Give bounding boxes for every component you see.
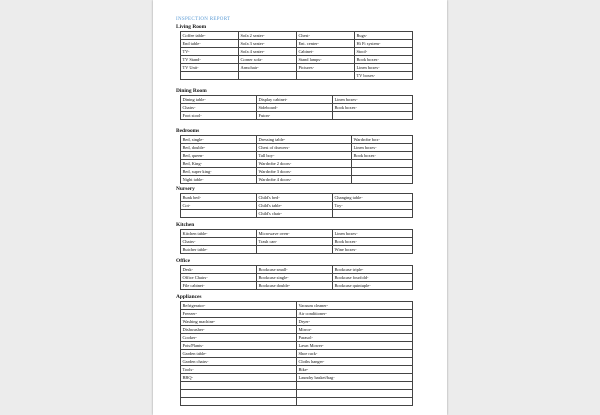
table-row [181, 318, 413, 326]
table-row [181, 282, 413, 290]
table-cell: TV boxes- [355, 72, 413, 80]
section-title: Dining Room [176, 88, 207, 94]
table-cell: TV- [181, 48, 239, 56]
table-cell: Bike- [297, 366, 413, 374]
table-cell [352, 176, 413, 184]
table-cell: Garden table- [181, 350, 297, 358]
section-office [176, 258, 426, 290]
table-cell: Tall boy- [257, 152, 352, 160]
table-row [181, 310, 413, 318]
table-cell: File cabinet- [181, 282, 257, 290]
table-cell: Hi Fi system- [355, 40, 413, 48]
table-cell [181, 398, 297, 406]
table-cell: Child's bed- [257, 194, 333, 202]
inventory-table [180, 135, 413, 184]
table-row [181, 152, 413, 160]
table-cell [297, 72, 355, 80]
table-cell: Bookcase triple- [333, 266, 413, 274]
section-nursery [176, 186, 426, 218]
table-row [181, 326, 413, 334]
table-cell: Office Chairs- [181, 274, 257, 282]
table-cell: Laundry basket/bag- [297, 374, 413, 382]
table-cell: Desk- [181, 266, 257, 274]
table-cell [239, 72, 297, 80]
table-cell: Bunk bed- [181, 194, 257, 202]
table-cell: Pictures- [297, 64, 355, 72]
table-cell [297, 390, 413, 398]
table-row [181, 176, 413, 184]
table-row [181, 210, 413, 218]
table-row [181, 390, 413, 398]
table-cell: Stool- [355, 48, 413, 56]
table-cell: Bed, single- [181, 136, 257, 144]
table-cell: Bed, double- [181, 144, 257, 152]
inventory-table [180, 229, 413, 254]
table-cell: Cooker- [181, 334, 297, 342]
table-cell: Dishwasher- [181, 326, 297, 334]
table-row [181, 266, 413, 274]
section-title: Living Room [176, 24, 207, 30]
table-cell: Ent. center- [297, 40, 355, 48]
table-cell: Futon- [257, 112, 333, 120]
table-cell [257, 246, 333, 254]
table-cell: Toy- [333, 202, 413, 210]
table-cell: Cot- [181, 202, 257, 210]
table-cell: End table- [181, 40, 239, 48]
table-row [181, 136, 413, 144]
table-row [181, 274, 413, 282]
table-cell: Dressing table- [257, 136, 352, 144]
table-cell: Parasol- [297, 334, 413, 342]
table-row [181, 342, 413, 350]
table-cell: Night table- [181, 176, 257, 184]
table-cell: Child's chair- [257, 210, 333, 218]
section-title: Appliances [176, 294, 202, 300]
table-cell [181, 210, 257, 218]
table-row [181, 56, 413, 64]
table-row [181, 358, 413, 366]
table-cell: Wardrobe 2 doors- [257, 160, 352, 168]
table-cell: Chairs- [181, 104, 257, 112]
section-kitchen [176, 222, 426, 254]
section-appliances [176, 294, 426, 406]
table-cell: Linen boxes- [333, 230, 413, 238]
table-cell: Freezer- [181, 310, 297, 318]
table-cell [333, 210, 413, 218]
table-cell: Bookcase double- [257, 282, 333, 290]
table-cell: Bed, queen- [181, 152, 257, 160]
section-bedrooms [176, 128, 426, 184]
table-cell: Dryer- [297, 318, 413, 326]
table-cell: Pots/Plants- [181, 342, 297, 350]
table-cell: Trash can- [257, 238, 333, 246]
table-row [181, 48, 413, 56]
table-cell: Wardrobe 3 doors- [257, 168, 352, 176]
section-title: Bedrooms [176, 128, 200, 134]
table-cell: Rugs- [355, 32, 413, 40]
table-row [181, 238, 413, 246]
table-cell [297, 398, 413, 406]
table-cell: Mirror- [297, 326, 413, 334]
table-cell: Foot stool- [181, 112, 257, 120]
table-row [181, 112, 413, 120]
table-cell: Book boxes- [333, 238, 413, 246]
table-cell [333, 112, 413, 120]
table-cell: Shoe rack- [297, 350, 413, 358]
table-row [181, 202, 413, 210]
table-cell: Washing machine- [181, 318, 297, 326]
table-row [181, 160, 413, 168]
table-row [181, 334, 413, 342]
table-row [181, 104, 413, 112]
table-cell: Cabinet- [297, 48, 355, 56]
section-dining-room [176, 88, 426, 120]
table-cell: Bookcase single- [257, 274, 333, 282]
table-row [181, 144, 413, 152]
table-cell: Child's table- [257, 202, 333, 210]
table-cell: Linen boxes- [355, 64, 413, 72]
table-cell: Chest of drawers- [257, 144, 352, 152]
section-title: Nursery [176, 186, 195, 192]
table-cell: TV Unit- [181, 64, 239, 72]
table-row [181, 374, 413, 382]
section-title: Kitchen [176, 222, 195, 228]
document-page [153, 0, 447, 415]
table-cell: Wardrobe box- [352, 136, 413, 144]
table-cell: BBQ- [181, 374, 297, 382]
table-row [181, 246, 413, 254]
table-cell: Coffee table- [181, 32, 239, 40]
table-cell: Microwave oven- [257, 230, 333, 238]
table-row [181, 96, 413, 104]
table-cell [181, 390, 297, 398]
table-row [181, 64, 413, 72]
inventory-table [180, 301, 413, 406]
table-cell: Book boxes- [355, 56, 413, 64]
table-row [181, 194, 413, 202]
table-cell: Sofa 3 seater- [239, 40, 297, 48]
table-cell [352, 168, 413, 176]
table-row [181, 350, 413, 358]
table-row [181, 382, 413, 390]
inventory-table [180, 95, 413, 120]
table-cell: Kitchen table- [181, 230, 257, 238]
inventory-table [180, 265, 413, 290]
section-living-room [176, 24, 426, 80]
table-cell: TV Stand- [181, 56, 239, 64]
table-cell: Air conditioner- [297, 310, 413, 318]
table-row [181, 302, 413, 310]
table-cell: Changing table- [333, 194, 413, 202]
table-row [181, 168, 413, 176]
table-cell [181, 72, 239, 80]
table-cell: Book boxes- [333, 104, 413, 112]
table-cell: Dining table- [181, 96, 257, 104]
table-row [181, 40, 413, 48]
document-title: INSPECTION REPORT [176, 17, 231, 22]
table-cell: Bookcase fourfold- [333, 274, 413, 282]
section-title: Office [176, 258, 191, 264]
table-cell [181, 382, 297, 390]
table-cell: Refrigerator- [181, 302, 297, 310]
table-cell: Lawn Mower- [297, 342, 413, 350]
table-cell: Corner sofa- [239, 56, 297, 64]
table-row [181, 72, 413, 80]
table-cell [352, 160, 413, 168]
table-cell: Garden chairs- [181, 358, 297, 366]
table-cell: Bookcase quintuple- [333, 282, 413, 290]
inventory-table [180, 193, 413, 218]
table-cell: Display cabinet- [257, 96, 333, 104]
table-cell: Sofa 2 seater- [239, 32, 297, 40]
table-row [181, 366, 413, 374]
table-cell: Wine boxes- [333, 246, 413, 254]
table-cell: Bed, super king- [181, 168, 257, 176]
inventory-table [180, 31, 413, 80]
table-cell: Vacuum cleaner- [297, 302, 413, 310]
table-cell: Wardrobe 4 doors- [257, 176, 352, 184]
table-row [181, 230, 413, 238]
table-cell: Linen boxes- [352, 144, 413, 152]
table-cell: Butcher table- [181, 246, 257, 254]
table-row [181, 32, 413, 40]
table-cell: Tools- [181, 366, 297, 374]
table-cell: Stand lamps- [297, 56, 355, 64]
table-cell: Sideboard- [257, 104, 333, 112]
table-cell: Armchair- [239, 64, 297, 72]
table-cell: Sofa 4 seater- [239, 48, 297, 56]
table-cell: Chest- [297, 32, 355, 40]
table-cell [297, 382, 413, 390]
table-cell: Linen boxes- [333, 96, 413, 104]
table-row [181, 398, 413, 406]
table-cell: Book boxes- [352, 152, 413, 160]
table-cell: Bed, King- [181, 160, 257, 168]
table-cell: Chairs- [181, 238, 257, 246]
table-cell: Bookcase small- [257, 266, 333, 274]
table-cell: Cloths hanger- [297, 358, 413, 366]
